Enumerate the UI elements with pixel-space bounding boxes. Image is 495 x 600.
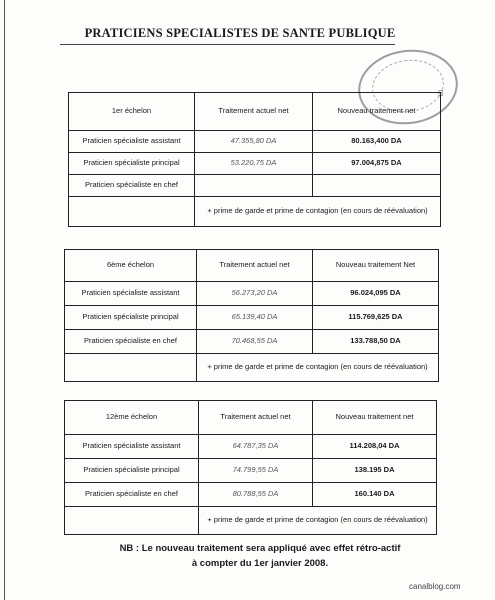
row-label: Praticien spécialiste assistant xyxy=(65,282,197,306)
new-salary: 115.769,625 DA xyxy=(313,306,439,330)
current-salary: 70.468,55 DA xyxy=(197,330,313,354)
current-salary: 80.788,55 DA xyxy=(199,483,313,507)
current-salary: 56.273,20 DA xyxy=(197,282,313,306)
prime-note: + prime de garde et prime de contagion (en cours de réévaluation) xyxy=(197,354,439,382)
watermark: canalblog.com xyxy=(409,582,461,591)
echelon-label: 1er échelon xyxy=(69,93,195,131)
title-underline xyxy=(60,44,395,45)
col-current-header: Traitement actuel net xyxy=(195,93,313,131)
prime-note: + prime de garde et prime de contagion (en cours de réévaluation) xyxy=(199,507,437,535)
echelon-label: 6ème échelon xyxy=(65,250,197,282)
new-salary xyxy=(313,175,441,197)
empty-cell xyxy=(65,507,199,535)
row-label: Praticien spécialiste principal xyxy=(65,459,199,483)
empty-cell xyxy=(69,197,195,227)
empty-cell xyxy=(65,354,197,382)
row-label: Praticien spécialiste principal xyxy=(65,306,197,330)
col-current-header: Traitement actuel net xyxy=(197,250,313,282)
row-label: Praticien spécialiste en chef xyxy=(65,330,197,354)
col-new-header: Nouveau traitement net xyxy=(313,93,441,131)
current-salary: 74.799,55 DA xyxy=(199,459,313,483)
salary-table-6eme-echelon xyxy=(64,249,439,382)
row-label: Praticien spécialiste principal xyxy=(69,153,195,175)
row-label: Praticien spécialiste assistant xyxy=(65,435,199,459)
col-new-header: Nouveau traitement net xyxy=(313,401,437,435)
row-label: Praticien spécialiste assistant xyxy=(69,131,195,153)
col-new-header: Nouveau traitement Net xyxy=(313,250,439,282)
page-title: PRATICIENS SPECIALISTES DE SANTE PUBLIQUE xyxy=(84,26,396,40)
nb-note xyxy=(70,541,450,571)
stamp-mark: 03 xyxy=(436,89,443,97)
current-salary xyxy=(195,175,313,197)
new-salary: 133.788,50 DA xyxy=(313,330,439,354)
current-salary: 64.787,35 DA xyxy=(199,435,313,459)
current-salary: 47.355,80 DA xyxy=(195,131,313,153)
col-current-header: Traitement actuel net xyxy=(199,401,313,435)
current-salary: 53.220,75 DA xyxy=(195,153,313,175)
new-salary: 96.024,095 DA xyxy=(313,282,439,306)
salary-table-12eme-echelon xyxy=(64,400,437,535)
new-salary: 80.163,400 DA xyxy=(313,131,441,153)
row-label: Praticien spécialiste en chef xyxy=(65,483,199,507)
page-edge xyxy=(4,0,5,600)
new-salary: 114.208,04 DA xyxy=(313,435,437,459)
new-salary: 160.140 DA xyxy=(313,483,437,507)
row-label: Praticien spécialiste en chef xyxy=(69,175,195,197)
echelon-label: 12ème échelon xyxy=(65,401,199,435)
new-salary: 97.004,875 DA xyxy=(313,153,441,175)
nb-line-1: NB : Le nouveau traitement sera appliqué avec effet rétro-actif xyxy=(119,543,401,554)
prime-note: + prime de garde et prime de contagion (en cours de réévaluation) xyxy=(195,197,441,227)
nb-line-2: à compter du 1er janvier 2008. xyxy=(191,558,329,569)
new-salary: 138.195 DA xyxy=(313,459,437,483)
current-salary: 65.139,40 DA xyxy=(197,306,313,330)
